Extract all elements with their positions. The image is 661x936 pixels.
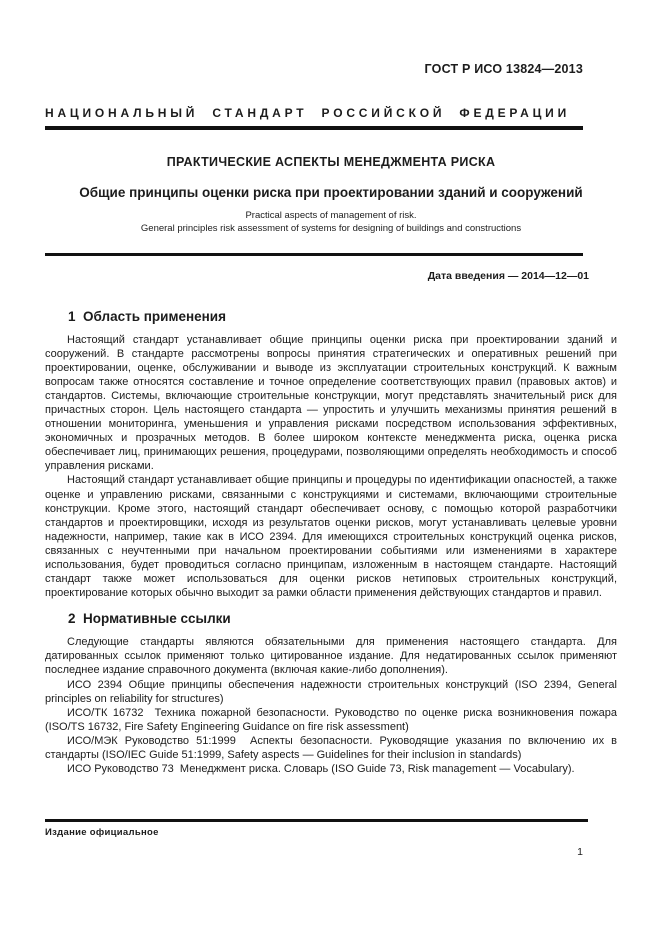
effective-date: Дата введения — 2014—12—01 (427, 269, 589, 282)
page-number: 1 (577, 846, 583, 858)
section-2-paragraph-1: Следующие стандарты являются обязательными для применения настоящего стандарта. Для датированных ссылок применяют только цитированное издание. Для недатированных ссылок применяют последнее издание справочного документа (включая какие-либо дополнения). (45, 636, 621, 677)
title-ru-main: ПРАКТИЧЕСКИЕ АСПЕКТЫ МЕНЕДЖМЕНТА РИСКА (166, 155, 496, 169)
section-2-heading: 2 Нормативные ссылки (68, 611, 231, 627)
title-en-line1: Practical aspects of management of risk. (245, 210, 417, 221)
section-divider-rule (45, 253, 583, 256)
reference-item-2: ИСО/ТК 16732 Техника пожарной безопасности. Руководство по оценке риска возникновения пожара (ISO/TS 16732, Fire Safety Engineering Guidance on fire risk assessment) (45, 706, 621, 733)
title-en-line2: General principles risk assessment of systems for designing of buildings and constructions (140, 222, 522, 234)
edition-note: Издание официальное (45, 827, 159, 838)
national-standard-banner: НАЦИОНАЛЬНЫЙ СТАНДАРТ РОССИЙСКОЙ ФЕДЕРАЦИИ (45, 106, 571, 120)
section-1-paragraph-2: Настоящий стандарт устанавливает общие принципы и процедуры по идентификации опасностей, а также оценке и управлению рисками, связанными с конструкциями и системами, включающими строительные конструкции. Кроме этого, настоящий стандарт обеспечивает основу, с помощью которой разработчики стандартов и проектировщики, исходя из результатов оценки рисков, могут устанавливать целевые уровни надежности, например, такие как в ИСО 2394. Для имеющихся строительных конструкций оценка рисков, связанных с неучтенными при начальном проектировании событиями или изменениями в характере использования, будет проводиться согласно принципам, изложенным в настоящем стандарте. Настоящий стандарт также может использоваться для оценки рисков нетиповых строительных конструкций, проектирование которых обычно выходит за рамки области применения действующих стандартов и правил. (45, 474, 621, 600)
reference-item-1: ИСО 2394 Общие принципы обеспечения надежности строительных конструкций (ISO 2394, General principles on reliability for structures) (45, 678, 621, 705)
section-1-heading: 1 Область применения (68, 308, 226, 324)
title-en-block (45, 210, 617, 235)
reference-item-4: ИСО Руководство 73 Менеджмент риска. Словарь (ISO Guide 73, Risk management — Vocabulary). (67, 763, 575, 776)
footer-rule (45, 819, 588, 822)
banner-rule (45, 126, 583, 130)
section-1-paragraph-1: Настоящий стандарт устанавливает общие принципы оценки риска при проектировании зданий и сооружений. В стандарте рассмотрены вопросы принятия стратегических и оперативных решений при проектировании, оценке, обслуживании и выводе из эксплуатации строительных конструкций. К важным вопросам также относятся составление и точное определение соответствующих правил (правовых актов) и стандартов. Системы, включающие строительные конструкции, могут представлять значительный риск для причастных сторон. Цель настоящего стандарта — упростить и улучшить механизмы принятия решений в отношении мониторинга, уменьшения и управления рисками посредством использования эффективных, экономичных и прозрачных методов. В более широком контексте менеджмента риска, оценка риска обеспечивает лиц, принимающих решения, процедурами, позволяющими определять необходимость и способ управления рисками. (45, 333, 621, 473)
reference-item-3: ИСО/МЭК Руководство 51:1999 Аспекты безопасности. Руководящие указания по включению их в стандарты (ISO/IEC Guide 51:1999, Safety aspects — Guidelines for their inclusion in standards) (45, 734, 621, 762)
doc-number: ГОСТ Р ИСО 13824—2013 (424, 62, 583, 76)
title-ru-sub: Общие принципы оценки риска при проектировании зданий и сооружений (79, 185, 583, 200)
